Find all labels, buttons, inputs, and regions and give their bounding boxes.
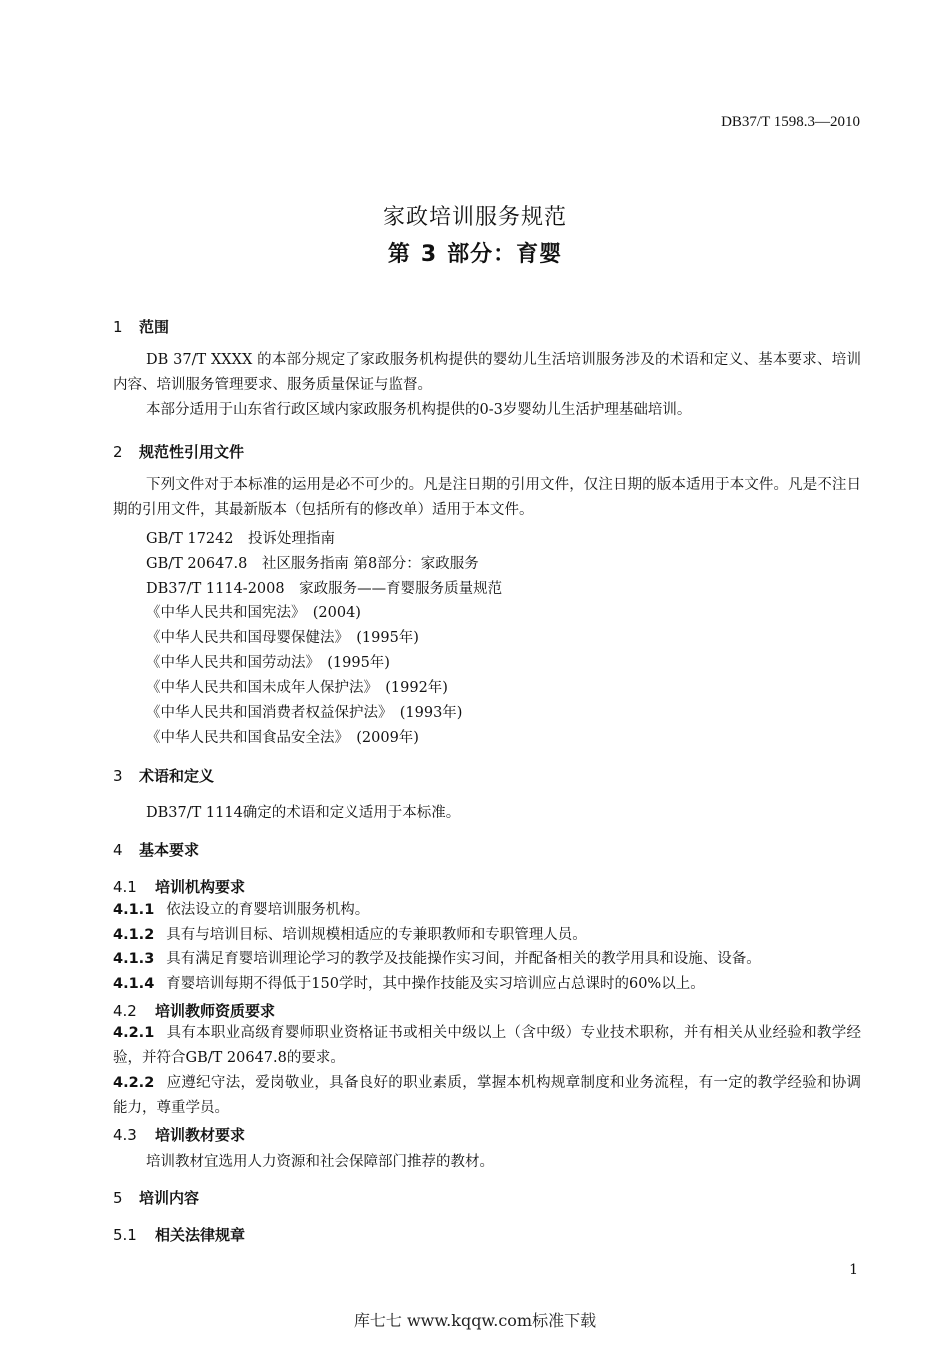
section-2-heading bbox=[113, 441, 244, 462]
clause-4-2-1 bbox=[113, 1021, 861, 1071]
subsection-number: 4.1 bbox=[113, 878, 137, 896]
clause-text: 具有本职业高级育婴师职业资格证书或相关中级以上（含中级）专业技术职称，并有相关从业经验和教学经验，并符合GB/T 20647.8的要求。 bbox=[113, 1025, 861, 1066]
clause-number: 4.1.3 bbox=[113, 951, 155, 967]
section-title: 培训内容 bbox=[139, 1189, 200, 1207]
subsection-number: 4.2 bbox=[113, 1002, 137, 1020]
subsection-title: 培训教师资质要求 bbox=[155, 1002, 276, 1020]
clause-4-1-2 bbox=[113, 923, 861, 948]
section-number: 4 bbox=[113, 841, 123, 859]
subsection-4-1-heading bbox=[113, 876, 245, 897]
standard-code: DB37/T 1598.3—2010 bbox=[721, 114, 860, 130]
section-4-heading bbox=[113, 839, 199, 860]
section-title: 规范性引用文件 bbox=[139, 443, 245, 461]
subsection-number: 4.3 bbox=[113, 1126, 137, 1144]
section-1-paragraph-1: DB 37/T XXXX 的本部分规定了家政服务机构提供的婴幼儿生活培训服务涉及的术语和定义、基本要求、培训内容、培训服务管理要求、服务质量保证与监督。 bbox=[113, 352, 861, 393]
clause-text: 具有与培训目标、培训规模相适应的专兼职教师和专职管理人员。 bbox=[166, 927, 587, 943]
section-5-heading bbox=[113, 1187, 199, 1208]
reference-item: GB/T 20647.8 社区服务指南 第8部分：家政服务 bbox=[146, 556, 479, 572]
clause-text: 应遵纪守法，爱岗敬业，具备良好的职业素质，掌握本机构规章制度和业务流程，有一定的教学经验和协调能力，尊重学员。 bbox=[113, 1075, 861, 1116]
subsection-4-3-paragraph: 培训教材宜选用人力资源和社会保障部门推荐的教材。 bbox=[146, 1154, 494, 1170]
reference-item: 《中华人民共和国母婴保健法》 (1995年) bbox=[146, 630, 419, 646]
document-subtitle bbox=[0, 237, 950, 268]
subsection-title: 相关法律规章 bbox=[155, 1226, 246, 1244]
clause-number: 4.1.1 bbox=[113, 902, 155, 918]
clause-number: 4.1.2 bbox=[113, 927, 155, 943]
reference-item: GB/T 17242 投诉处理指南 bbox=[146, 531, 336, 547]
section-title: 基本要求 bbox=[139, 841, 200, 859]
clause-number: 4.1.4 bbox=[113, 976, 155, 992]
clause-number: 4.2.1 bbox=[113, 1025, 155, 1041]
subsection-title: 培训教材要求 bbox=[155, 1126, 246, 1144]
subsection-4-3-heading bbox=[113, 1124, 245, 1145]
reference-item: 《中华人民共和国食品安全法》 (2009年) bbox=[146, 730, 419, 746]
footer-watermark: 库七七 www.kqqw.com标准下载 bbox=[353, 1311, 597, 1330]
clause-4-1-4 bbox=[113, 972, 861, 997]
reference-item: 《中华人民共和国宪法》 (2004) bbox=[146, 605, 361, 621]
section-3-heading bbox=[113, 765, 214, 786]
subsection-5-1-heading bbox=[113, 1224, 245, 1245]
clause-text: 具有满足育婴培训理论学习的教学及技能操作实习间，并配备相关的教学用具和设施、设备。 bbox=[166, 951, 761, 967]
clause-number: 4.2.2 bbox=[113, 1075, 155, 1091]
clause-4-2-2 bbox=[113, 1071, 861, 1121]
section-3-paragraph-1: DB37/T 1114确定的术语和定义适用于本标准。 bbox=[146, 805, 461, 821]
section-1-heading bbox=[113, 316, 169, 337]
document-title: 家政培训服务规范 bbox=[382, 205, 567, 230]
subsection-4-2-heading bbox=[113, 1000, 275, 1021]
clause-text: 依法设立的育婴培训服务机构。 bbox=[166, 902, 370, 918]
subsection-title: 培训机构要求 bbox=[155, 878, 246, 896]
reference-item: 《中华人民共和国消费者权益保护法》 (1993年) bbox=[146, 705, 463, 721]
reference-item: DB37/T 1114-2008 家政服务——育婴服务质量规范 bbox=[146, 581, 503, 597]
section-1-paragraph-2: 本部分适用于山东省行政区域内家政服务机构提供的0-3岁婴幼儿生活护理基础培训。 bbox=[146, 402, 692, 418]
subtitle-part-number: 3 bbox=[420, 242, 438, 267]
reference-item: 《中华人民共和国未成年人保护法》 (1992年) bbox=[146, 680, 448, 696]
subtitle-suffix: 部分：育婴 bbox=[447, 242, 563, 267]
subsection-number: 5.1 bbox=[113, 1226, 137, 1244]
section-title: 范围 bbox=[139, 318, 170, 336]
page-number: 1 bbox=[849, 1262, 858, 1278]
section-number: 2 bbox=[113, 443, 123, 461]
subtitle-prefix: 第 bbox=[387, 242, 411, 267]
clause-4-1-3 bbox=[113, 947, 861, 972]
clause-4-1-1 bbox=[113, 898, 861, 923]
section-number: 1 bbox=[113, 318, 123, 336]
reference-item: 《中华人民共和国劳动法》 (1995年) bbox=[146, 655, 390, 671]
section-2-paragraph-1: 下列文件对于本标准的运用是必不可少的。凡是注日期的引用文件，仅注日期的版本适用于本文件。凡是不注日期的引用文件，其最新版本（包括所有的修改单）适用于本文件。 bbox=[113, 477, 861, 518]
section-title: 术语和定义 bbox=[139, 767, 215, 785]
section-number: 3 bbox=[113, 767, 123, 785]
clause-text: 育婴培训每期不得低于150学时，其中操作技能及实习培训应占总课时的60%以上。 bbox=[166, 976, 705, 992]
section-number: 5 bbox=[113, 1189, 123, 1207]
